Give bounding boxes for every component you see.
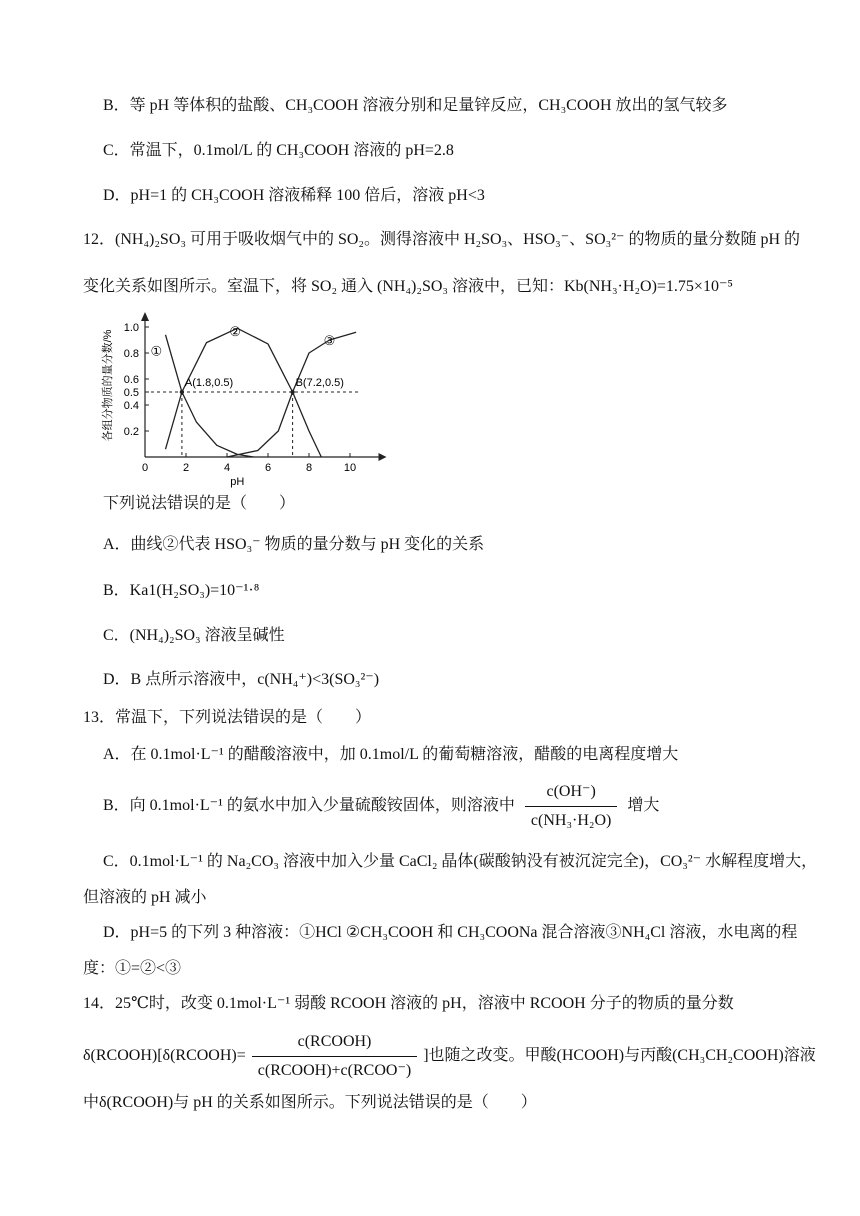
x-tick-label: 8	[305, 462, 313, 474]
q12-stem-line1: 12．(NH₄)₂SO₃ 可用于吸收烟气中的 SO₂。测得溶液中 H₂SO₃、HSO₃⁻、SO₃²⁻ 的物质的量分数随 pH 的	[83, 231, 801, 248]
q14-stem-line2-post: ]也随之改变。甲酸(HCOOH)与丙酸(CH₃CH₂COOH)溶液	[423, 1047, 816, 1065]
intersection-point	[290, 390, 294, 394]
x-tick-label: 6	[264, 462, 272, 474]
q13-fraction-numerator: c(OH⁻)	[546, 783, 596, 800]
intersection-point	[180, 390, 184, 394]
q13-option-c-line1: C．0.1mol·L⁻¹ 的 Na₂CO₃ 溶液中加入少量 CaCl₂ 晶体(碳酸钠没有被沉淀完全)，CO₃²⁻ 水解程度增大，	[103, 853, 818, 870]
y-tick-label: 0.4	[123, 400, 139, 412]
x-tick-label: 0	[141, 462, 149, 474]
q11-option-d: D．pH=1 的 CH₃COOH 溶液稀释 100 倍后，溶液 pH<3	[103, 187, 485, 204]
y-tick-label: 0.8	[123, 348, 139, 360]
curve-1	[166, 335, 254, 457]
q12-question: 下列说法错误的是（ ）	[103, 495, 296, 512]
point-label: A(1.8,0.5)	[184, 377, 234, 389]
y-tick-label: 1.0	[123, 322, 139, 334]
q12-option-c: C．(NH₄)₂SO₃ 溶液呈碱性	[103, 627, 285, 644]
q13-fraction-denominator: c(NH₃·H₂O)	[525, 806, 617, 833]
x-tick-label: 10	[343, 462, 357, 474]
q12-option-d: D．B 点所示溶液中，c(NH₄⁺)<3(SO₃²⁻)	[103, 671, 380, 688]
q11-option-b: B．等 pH 等体积的盐酸、CH₃COOH 溶液分别和足量锌反应，CH₃COOH 放出的氢气较多	[103, 97, 728, 114]
q14-stem-line2	[83, 1030, 816, 1083]
q13-option-b-text: B．向 0.1mol·L⁻¹ 的氨水中加入少量硫酸铵固体，则溶液中	[103, 797, 515, 815]
x-tick-label: 2	[182, 462, 190, 474]
curve-label-1: ①	[150, 343, 163, 359]
y-tick-label: 0.6	[123, 374, 139, 386]
q13-option-b-fraction	[525, 780, 617, 833]
q12-option-b: B．Ka1(H₂SO₃)=10⁻¹·⁸	[103, 582, 260, 599]
q11-option-c: C．常温下，0.1mol/L 的 CH₃COOH 溶液的 pH=2.8	[103, 142, 454, 159]
curve-2	[166, 328, 322, 457]
q14-delta-fraction	[252, 1030, 417, 1083]
y-tick-label: 0.5	[123, 387, 139, 399]
curve-label-2: ②	[229, 324, 242, 340]
q14-fraction-denominator: c(RCOOH)+c(RCOO⁻)	[252, 1056, 417, 1083]
y-axis-arrow	[141, 312, 149, 321]
q13-option-c-line2: 但溶液的 pH 减小	[83, 889, 207, 906]
q13-option-d-line1: D．pH=5 的下列 3 种溶液：①HCl ②CH₃COOH 和 CH₃COONa 混合溶液③NH₄Cl 溶液，水电离的程	[103, 924, 798, 941]
q13-option-b-tail: 增大	[627, 797, 660, 815]
q13-option-b	[103, 780, 659, 833]
q13-stem: 13．常温下，下列说法错误的是（ ）	[83, 709, 372, 726]
q12-stem-line2: 变化关系如图所示。室温下，将 SO₂ 通入 (NH₄)₂SO₃ 溶液中，已知：Kb(NH₃·H₂O)=1.75×10⁻⁵	[83, 278, 733, 295]
q14-stem-line1: 14．25℃时，改变 0.1mol·L⁻¹ 弱酸 RCOOH 溶液的 pH，溶液中 RCOOH 分子的物质的量分数	[83, 995, 734, 1012]
q12-chart	[95, 307, 395, 492]
x-tick-label: 4	[223, 462, 231, 474]
q13-option-a: A．在 0.1mol·L⁻¹ 的醋酸溶液中，加 0.1mol/L 的葡萄糖溶液，醋酸的电离程度增大	[103, 746, 679, 763]
q13-option-d-line2: 度：①=②<③	[83, 960, 182, 977]
q14-stem-line2-pre: δ(RCOOH)[δ(RCOOH)=	[83, 1047, 246, 1065]
q14-fraction-numerator: c(RCOOH)	[297, 1033, 372, 1050]
q14-stem-line3: 中δ(RCOOH)与 pH 的关系如图所示。下列说法错误的是（ ）	[83, 1094, 537, 1111]
y-tick-label: 0.2	[123, 426, 139, 438]
curve-3	[227, 332, 356, 457]
point-label: B(7.2,0.5)	[295, 377, 344, 389]
curve-label-3: ③	[323, 333, 336, 349]
y-axis-label: 各组分物质的量分数/%	[102, 329, 114, 442]
x-axis-label: pH	[230, 476, 245, 488]
q12-option-a: A．曲线②代表 HSO₃⁻ 物质的量分数与 pH 变化的关系	[103, 536, 485, 553]
x-axis-arrow	[379, 453, 387, 461]
